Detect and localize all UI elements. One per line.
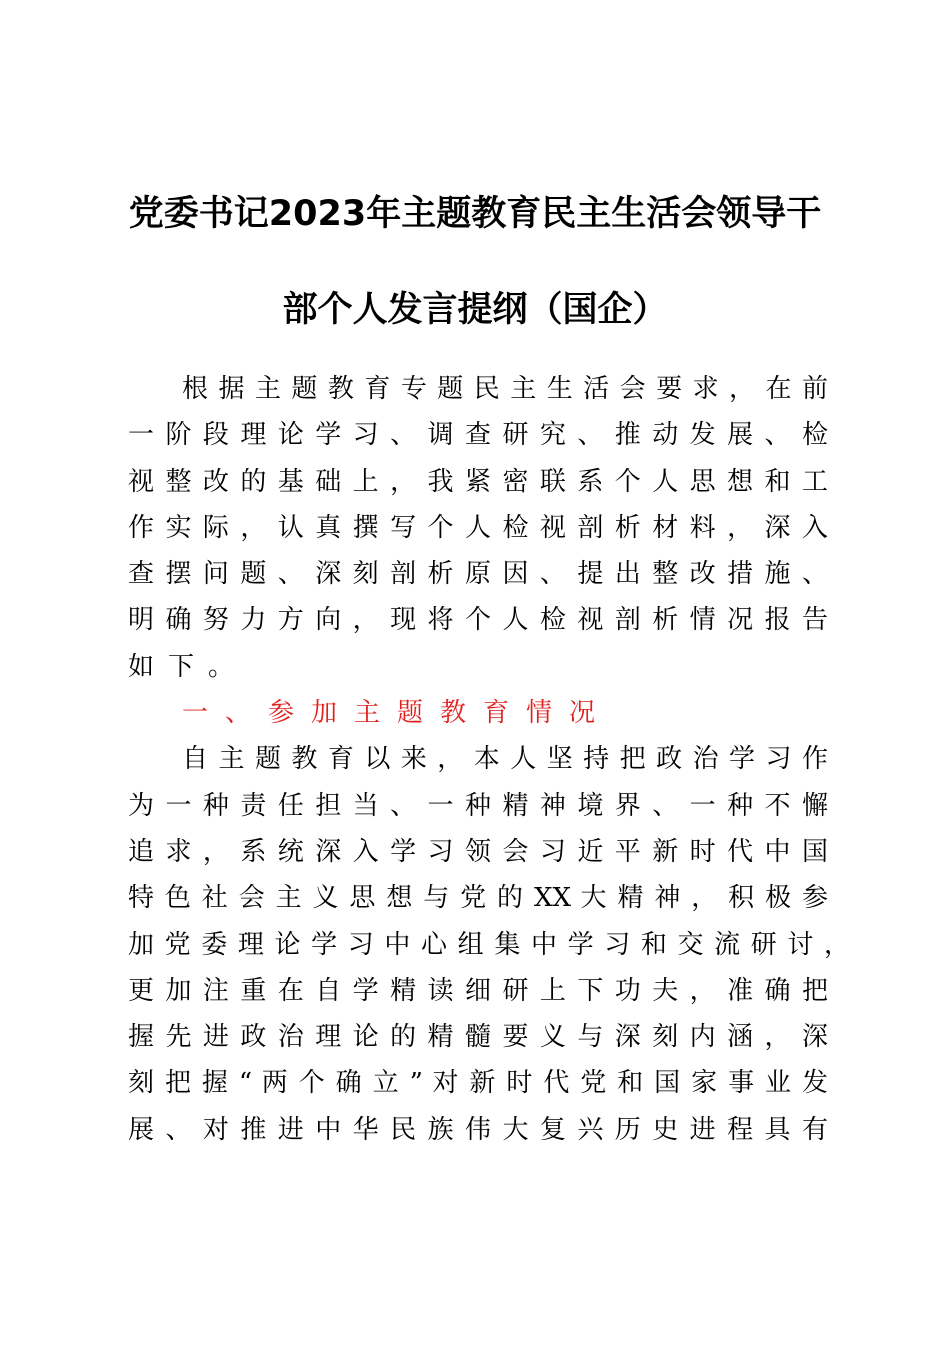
paragraph-line: 展 、 对 推 进 中 华 民 族 伟 大 复 兴 历 史 进 程 具 有	[128, 1114, 828, 1145]
document-body	[128, 366, 850, 1153]
paragraph-line: 特 色 社 会 主 义 思 想 与 党 的 XX 大 精 神 ， 积 极 参	[128, 883, 828, 914]
section-heading: 一、参加主题教育情况	[182, 698, 613, 729]
paragraph-line: 作 实 际 ， 认 真 撰 写 个 人 检 视 剖 析 材 料 ， 深 入	[128, 512, 828, 543]
paragraph-line: 明 确 努 力 方 向 ， 现 将 个 人 检 视 剖 析 情 况 报 告	[128, 605, 828, 636]
paragraph-line: 握 先 进 政 治 理 论 的 精 髓 要 义 与 深 刻 内 涵 ， 深	[128, 1022, 828, 1053]
paragraph-line: 视 整 改 的 基 础 上 ， 我 紧 密 联 系 个 人 思 想 和 工	[128, 466, 828, 497]
paragraph-line: 加 党 委 理 论 学 习 中 心 组 集 中 学 习 和 交 流 研 讨 ，	[128, 929, 850, 960]
paragraph-line: 追 求 ， 系 统 深 入 学 习 领 会 习 近 平 新 时 代 中 国	[128, 836, 828, 867]
document-title-line-2: 部个人发言提纲（国企）	[282, 290, 668, 330]
paragraph-line: 如下。	[128, 651, 249, 682]
paragraph-line: 一 阶 段 理 论 学 习 、 调 查 研 究 、 推 动 发 展 、 检	[128, 420, 828, 451]
paragraph-line: 刻 把 握 “ 两 个 确 立 ” 对 新 时 代 党 和 国 家 事 业 发	[128, 1068, 828, 1099]
paragraph-line: 更 加 注 重 在 自 学 精 读 细 研 上 下 功 夫 ， 准 确 把	[128, 975, 828, 1006]
paragraph-line: 为 一 种 责 任 担 当 、 一 种 精 神 境 界 、 一 种 不 懈	[128, 790, 828, 821]
paragraph-line: 根 据 主 题 教 育 专 题 民 主 生 活 会 要 求 ， 在 前	[182, 374, 828, 404]
document-title-line-1: 党委书记2023年主题教育民主生活会领导干	[128, 194, 822, 234]
paragraph-line: 查 摆 问 题 、 深 刻 剖 析 原 因 、 提 出 整 改 措 施 、	[128, 559, 828, 590]
paragraph-line: 自 主 题 教 育 以 来 ， 本 人 坚 持 把 政 治 学 习 作	[182, 744, 828, 775]
